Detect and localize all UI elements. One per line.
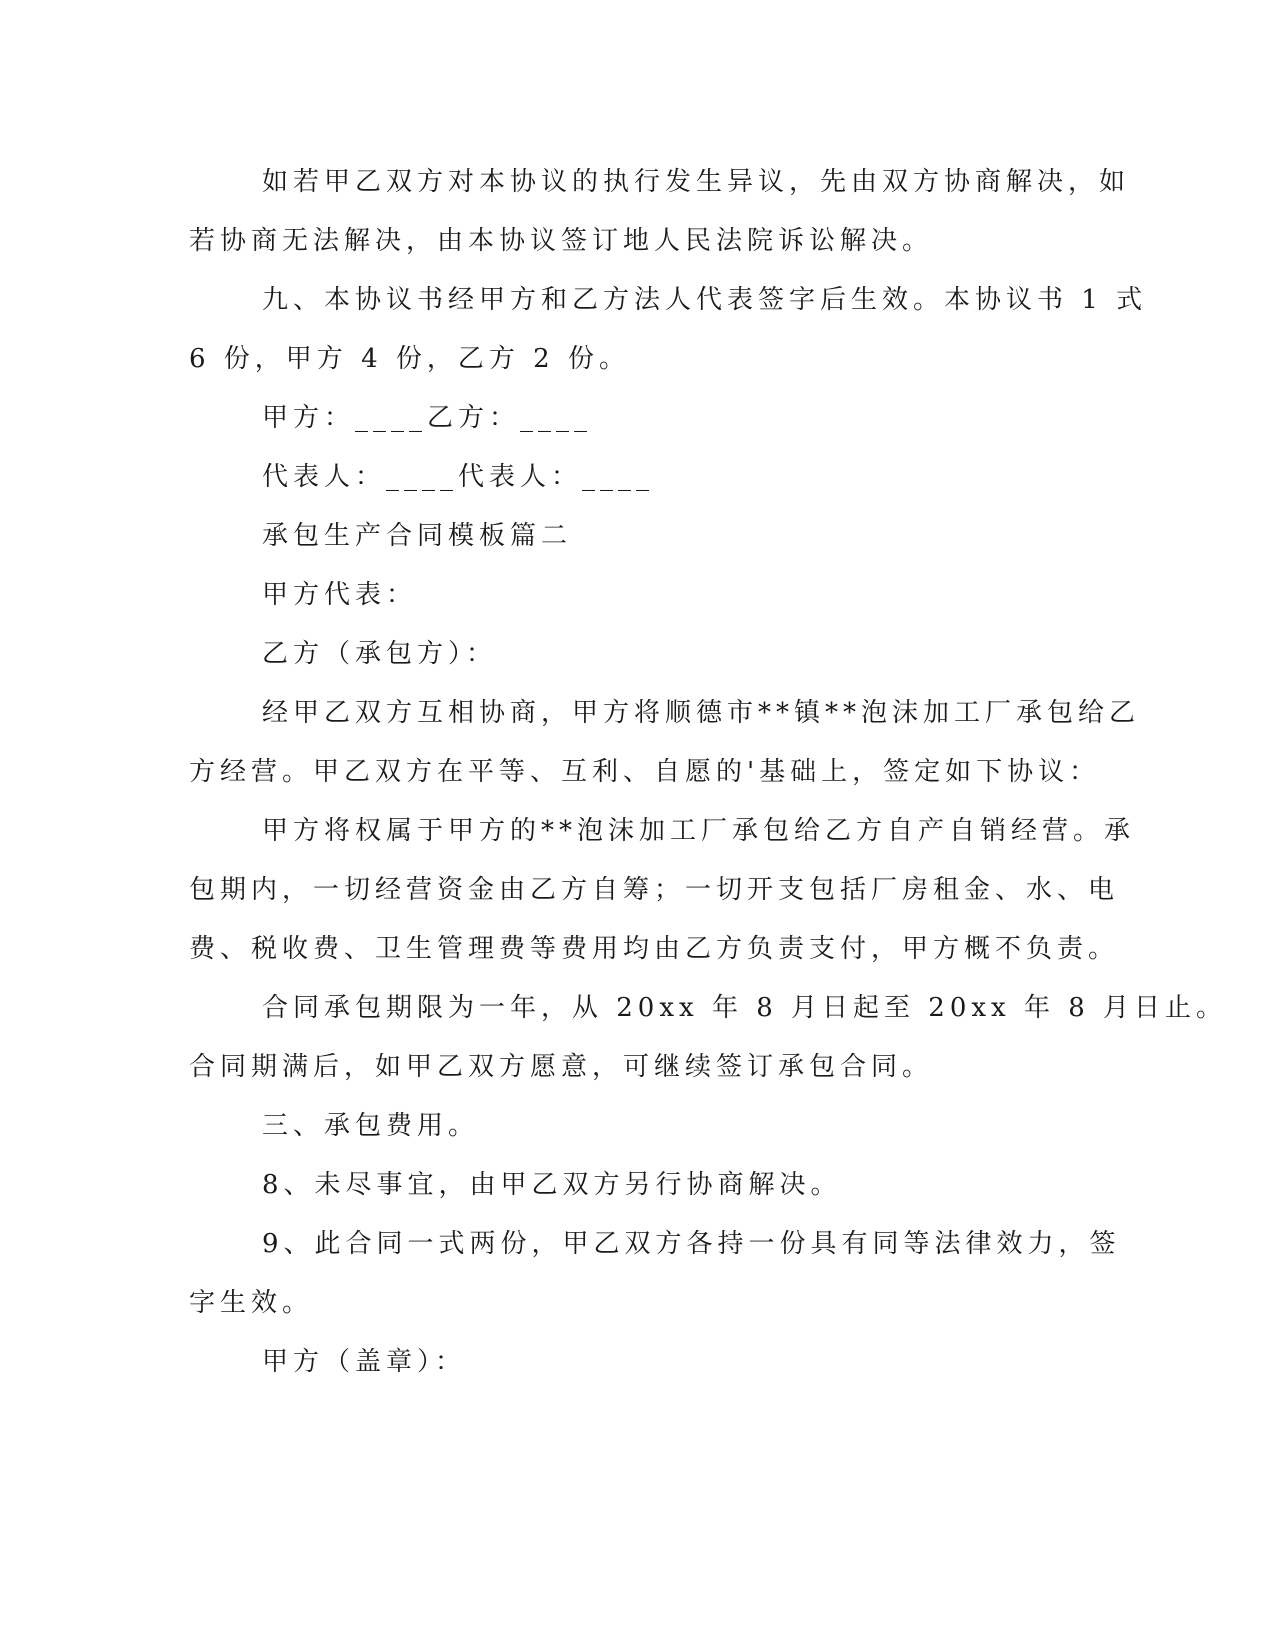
fee-heading: 三、承包费用。	[262, 1111, 480, 1141]
clause-nine-copies-line-2: 字生效。	[189, 1288, 314, 1318]
clause-eight: 8、未尽事宜，由甲乙双方另行协商解决。	[262, 1170, 842, 1200]
clause-nine-copies-line-1: 9、此合同一式两份，甲乙双方各持一份具有同等法律效力，签	[262, 1229, 1121, 1259]
term-line-1: 合同承包期限为一年，从 20xx 年 8 月日起至 20xx 年 8 月日止。	[262, 993, 1228, 1023]
representative-signature-line: 代表人：____代表人：____	[262, 462, 655, 492]
scope-line-1: 甲方将权属于甲方的**泡沫加工厂承包给乙方自产自销经营。承	[262, 816, 1136, 846]
clause-nine-line-1: 九、本协议书经甲方和乙方法人代表签字后生效。本协议书 1 式	[262, 285, 1148, 315]
party-a-representative: 甲方代表：	[262, 580, 418, 610]
term-line-2: 合同期满后，如甲乙双方愿意，可继续签订承包合同。	[189, 1052, 934, 1082]
preamble-line-2: 方经营。甲乙双方在平等、互利、自愿的'基础上，签定如下协议：	[189, 757, 1101, 787]
section-title: 承包生产合同模板篇二	[262, 521, 573, 551]
dispute-clause-line-2: 若协商无法解决，由本协议签订地人民法院诉讼解决。	[189, 226, 934, 256]
dispute-clause-line-1: 如若甲乙双方对本协议的执行发生异议，先由双方协商解决，如	[262, 167, 1131, 197]
scope-line-3: 费、税收费、卫生管理费等费用均由乙方负责支付，甲方概不负责。	[189, 934, 1120, 964]
party-b-contractor: 乙方（承包方）：	[262, 639, 498, 669]
clause-nine-line-2: 6 份，甲方 4 份，乙方 2 份。	[189, 344, 630, 374]
party-a-seal: 甲方（盖章）：	[262, 1347, 467, 1377]
scope-line-2: 包期内，一切经营资金由乙方自筹；一切开支包括厂房租金、水、电	[189, 875, 1120, 905]
party-signature-line: 甲方：____乙方：____	[262, 403, 593, 433]
preamble-line-1: 经甲乙双方互相协商，甲方将顺德市**镇**泡沫加工厂承包给乙	[262, 698, 1141, 728]
